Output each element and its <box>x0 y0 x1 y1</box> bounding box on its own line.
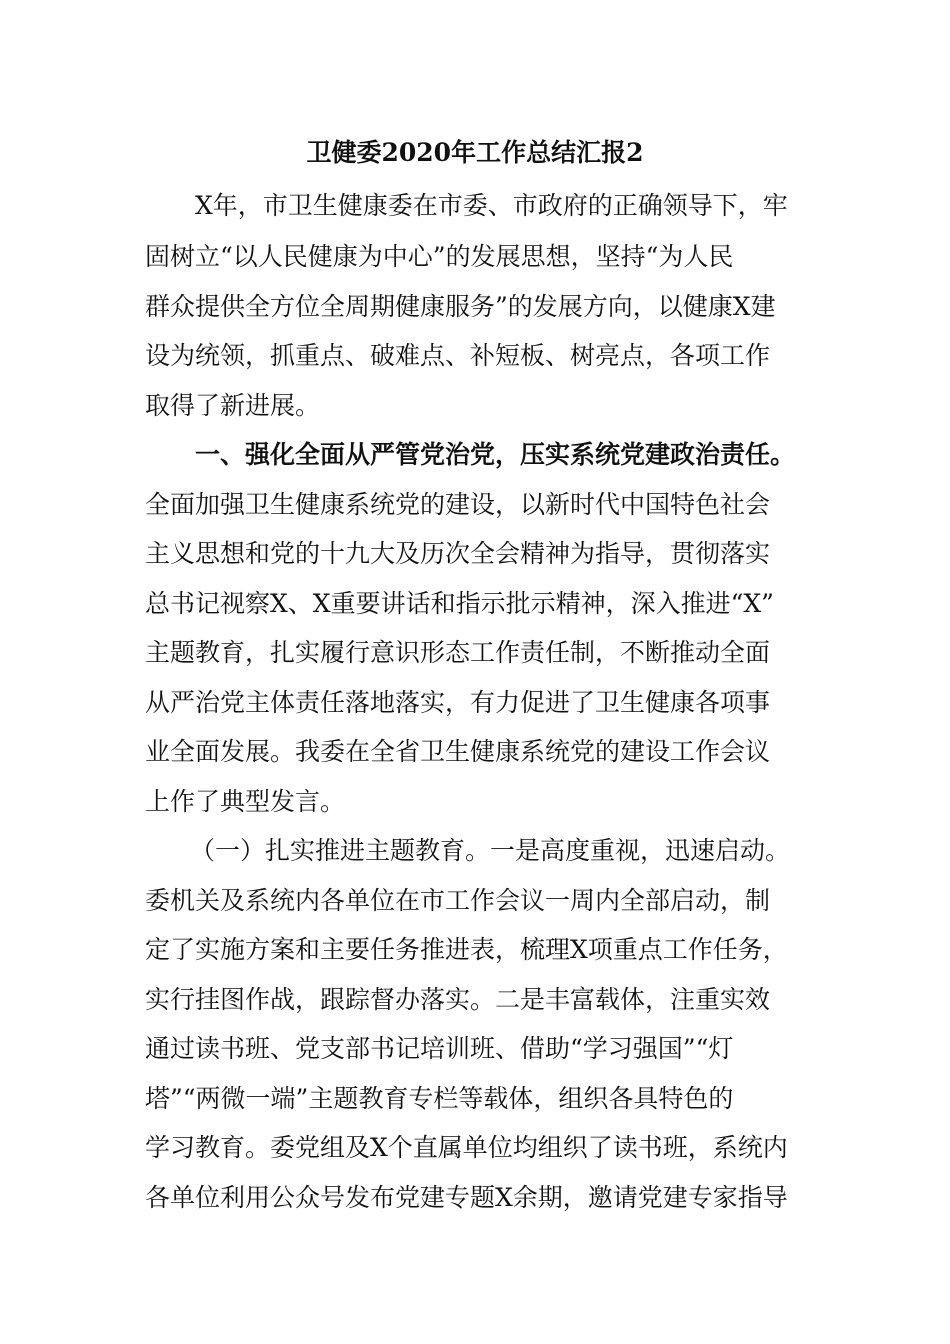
text-line <box>0 633 950 673</box>
text-line <box>0 287 950 327</box>
section-heading-text: 一、强化全面从严管党治党，压实系统党建政治责任。 <box>195 440 796 469</box>
section-heading <box>0 435 950 475</box>
text-line-content: 从严治党主体责任落地落实，有力促进了卫生健康各项事 <box>145 688 771 717</box>
text-line <box>0 485 950 525</box>
text-line-content: 全面加强卫生健康系统党的建设，以新时代中国特色社会 <box>145 490 771 519</box>
text-line-content: 主义思想和党的十九大及历次全会精神为指导，贯彻落实 <box>145 539 771 568</box>
text-line <box>0 1029 950 1069</box>
text-line-content: X年，市卫生健康委在市委、市政府的正确领导下，牢 <box>195 191 788 220</box>
text-line-content: 实行挂图作战，跟踪督办落实。二是丰富载体，注重实效 <box>145 985 771 1014</box>
text-line <box>0 980 950 1020</box>
text-line-content: （一）扎实推进主题教育。一是高度重视，迅速启动。 <box>190 836 791 865</box>
text-line-content: 委机关及系统内各单位在市工作会议一周内全部启动，制 <box>145 886 771 915</box>
text-line-content: 群众提供全方位全周期健康服务”的发展方向，以健康X建 <box>145 292 776 321</box>
text-line <box>0 930 950 970</box>
text-line-content: 定了实施方案和主要任务推进表，梳理X项重点工作任务， <box>145 935 788 964</box>
text-line <box>0 782 950 822</box>
text-line <box>0 584 950 624</box>
text-line <box>0 831 950 871</box>
text-line <box>0 386 950 426</box>
text-line-content: 通过读书班、党支部书记培训班、借助“学习强国”“灯 <box>145 1034 734 1063</box>
text-line <box>0 186 950 226</box>
text-line <box>0 237 950 277</box>
text-line-content: 学习教育。委党组及X个直属单位均组织了读书班，系统内 <box>145 1133 788 1162</box>
text-line-content: 塔”“两微一端”主题教育专栏等载体，组织各具特色的 <box>145 1084 734 1113</box>
text-line <box>0 1079 950 1119</box>
text-line-content: 设为统领，抓重点、破难点、补短板、树亮点，各项工作 <box>145 341 771 370</box>
text-line-content: 上作了典型发言。 <box>145 787 346 816</box>
text-line <box>0 336 950 376</box>
text-line <box>0 1128 950 1168</box>
text-line <box>0 534 950 574</box>
text-line-content: 固树立“以人民健康为中心”的发展思想，坚持“为人民 <box>145 242 734 271</box>
text-line-content: 主题教育，扎实履行意识形态工作责任制，不断推动全面 <box>145 638 771 667</box>
text-line-content: 各单位利用公众号发布党建专题X余期，邀请党建专家指导 <box>145 1183 788 1212</box>
text-line <box>0 732 950 772</box>
text-line-content: 业全面发展。我委在全省卫生健康系统党的建设工作会议 <box>145 737 771 766</box>
document-title: 卫健委2020年工作总结汇报2 <box>306 138 644 167</box>
text-line <box>0 683 950 723</box>
text-line <box>0 1178 950 1218</box>
text-line-content: 取得了新进展。 <box>145 391 321 420</box>
text-line <box>0 881 950 921</box>
text-line-content: 总书记视察X、X重要讲话和指示批示精神，深入推进“X” <box>145 589 774 618</box>
